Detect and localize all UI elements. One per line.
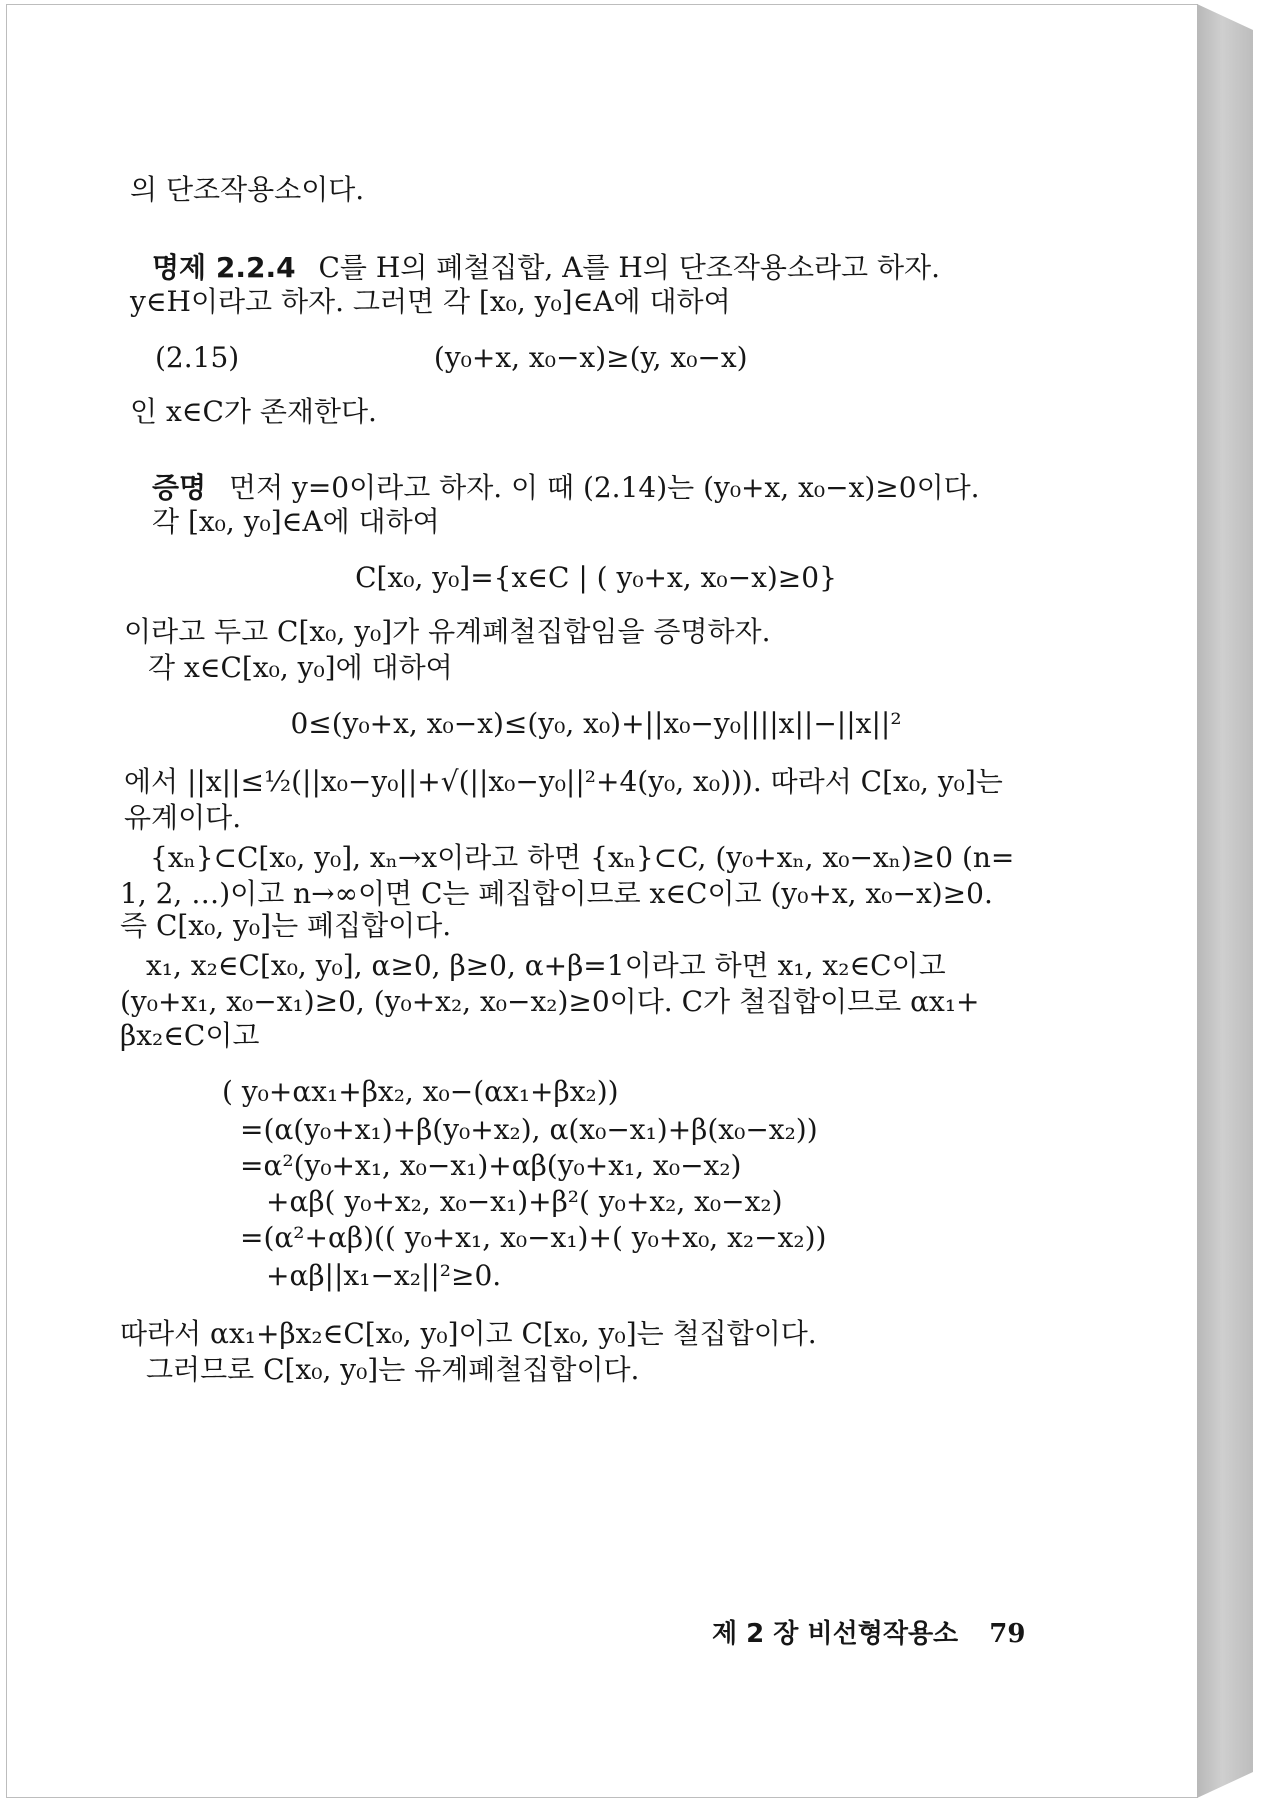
equation: 0≤(y₀+x, x₀−x)≤(y₀, x₀)+||x₀−y₀||||x||−||x||² [290, 707, 902, 740]
chapter-title: 제 2 장 비선형작용소 [712, 1619, 959, 1649]
proposition-line [152, 250, 940, 286]
equation-line: =(α²+αβ)(( y₀+x₁, x₀−x₁)+( y₀+x₀, x₂−x₂)) [240, 1221, 827, 1254]
text-line: 유계이다. [124, 801, 242, 834]
text-line: 의 단조작용소이다. [130, 173, 365, 206]
text-line: 각 [x₀, y₀]∈A에 대하여 [152, 505, 440, 538]
text-line: 그러므로 C[x₀, y₀]는 유계폐철집합이다. [146, 1353, 640, 1386]
page-number: 79 [989, 1619, 1026, 1649]
equation-line: +αβ||x₁−x₂||²≥0. [266, 1259, 502, 1292]
equation-line: =(α(y₀+x₁)+β(y₀+x₂), α(x₀−x₁)+β(x₀−x₂)) [240, 1113, 818, 1146]
equation-line: =α²(y₀+x₁, x₀−x₁)+αβ(y₀+x₁, x₀−x₂) [240, 1149, 742, 1182]
text-line: 이라고 두고 C[x₀, y₀]가 유계폐철집합임을 증명하자. [124, 615, 771, 648]
proposition-text: C를 H의 폐철집합, A를 H의 단조작용소라고 하자. [318, 251, 940, 284]
proposition-label: 명제 2.2.4 [152, 251, 296, 284]
text-line: x₁, x₂∈C[x₀, y₀], α≥0, β≥0, α+β=1이라고 하면 x₁, x₂∈C이고 [146, 949, 946, 982]
page-footer [712, 1613, 1025, 1650]
text-line: 1, 2, …)이고 n→∞이면 C는 폐집합이므로 x∈C이고 (y₀+x, x₀−x)≥0. [120, 877, 993, 910]
text-line: {xₙ}⊂C[x₀, y₀], xₙ→x이라고 하면 {xₙ}⊂C, (y₀+xₙ, x₀−xₙ)≥0 (n= [150, 841, 1015, 874]
equation-line: +αβ( y₀+x₂, x₀−x₁)+β²( y₀+x₂, x₀−x₂) [266, 1185, 783, 1218]
equation-line: ( y₀+αx₁+βx₂, x₀−(αx₁+βx₂)) [222, 1075, 619, 1108]
proof-text: 먼저 y=0이라고 하자. 이 때 (2.14)는 (y₀+x, x₀−x)≥0이다. [229, 471, 980, 504]
equation-number: (2.15) [155, 341, 240, 374]
text-line: y∈H이라고 하자. 그러면 각 [x₀, y₀]∈A에 대하여 [130, 285, 731, 318]
equation-row [155, 340, 748, 376]
text-line: 각 x∈C[x₀, y₀]에 대하여 [148, 651, 453, 684]
equation: C[x₀, y₀]={x∈C | ( y₀+x, x₀−x)≥0} [355, 561, 837, 594]
text-line: 에서 ||x||≤½(||x₀−y₀||+√(||x₀−y₀||²+4(y₀, x₀))). 따라서 C[x₀, y₀]는 [124, 765, 1003, 798]
proof-line [152, 470, 980, 506]
text-line: 인 x∈C가 존재한다. [130, 395, 377, 428]
text-line: 즉 C[x₀, y₀]는 폐집합이다. [120, 909, 452, 942]
text-line: βx₂∈C이고 [120, 1019, 260, 1052]
equation: (y₀+x, x₀−x)≥(y, x₀−x) [433, 341, 748, 374]
proof-label: 증명 [152, 471, 207, 504]
book-spine [1197, 4, 1253, 1798]
text-line: (y₀+x₁, x₀−x₁)≥0, (y₀+x₂, x₀−x₂)≥0이다. C가 철집합이므로 αx₁+ [120, 985, 980, 1018]
text-line: 따라서 αx₁+βx₂∈C[x₀, y₀]이고 C[x₀, y₀]는 철집합이다. [120, 1317, 817, 1350]
